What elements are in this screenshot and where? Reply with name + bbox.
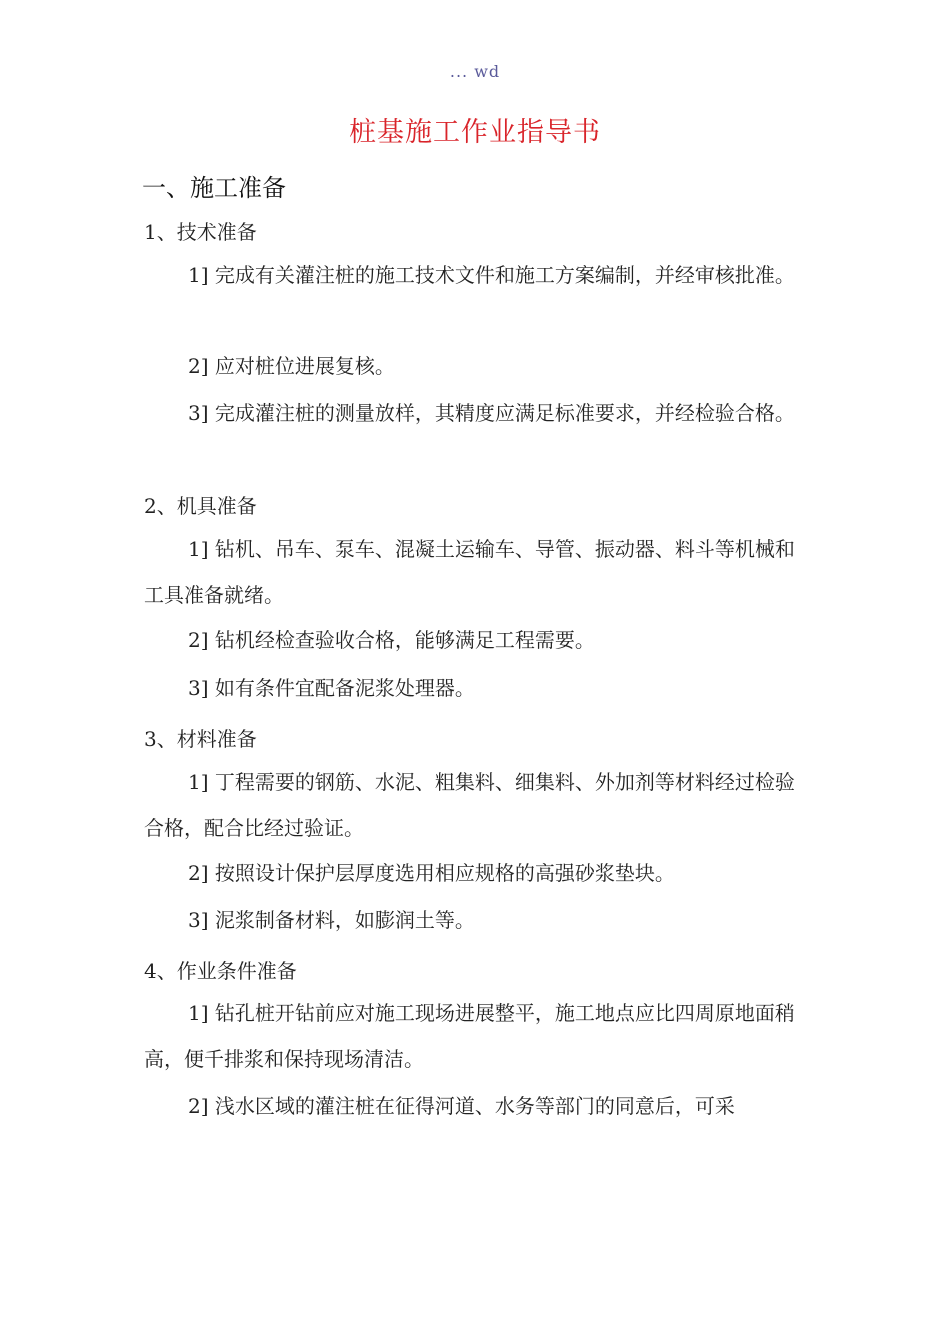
subheading-site-conditions: 4、作业条件准备: [144, 959, 297, 983]
paragraph-material-3: 3] 泥浆制备材料，如膨润土等。: [188, 908, 475, 932]
paragraph-site-1: 1] 钻孔桩开钻前应对施工现场进展整平，施工地点应比四周原地面稍高，便千排浆和保持现场清洁。: [144, 1001, 795, 1071]
document-title: 桩基施工作业指导书: [349, 117, 601, 148]
subheading-material-prep: 3、材料准备: [144, 727, 257, 751]
page-header: ... wd: [449, 62, 501, 81]
paragraph-material-2: 2] 按照设计保护层厚度选用相应规格的高强砂浆垫块。: [188, 861, 675, 885]
subheading-technical-prep: 1、技术准备: [144, 220, 257, 244]
paragraph-equipment-2: 2] 钻机经检查验收合格，能够满足工程需要。: [188, 628, 595, 652]
paragraph-technical-3: 3] 完成灌注桩的测量放样，其精度应满足标准要求，并经检验合格。: [188, 401, 795, 425]
paragraph-site-2: 2] 浅水区域的灌注桩在征得河道、水务等部门的同意后，可采: [188, 1094, 735, 1118]
subheading-equipment-prep: 2、机具准备: [144, 494, 257, 518]
paragraph-technical-2: 2] 应对桩位进展复核。: [188, 354, 395, 378]
paragraph-technical-1: 1] 完成有关灌注桩的施工技术文件和施工方案编制，并经审核批准。: [188, 263, 795, 287]
paragraph-equipment-3: 3] 如有条件宜配备泥浆处理器。: [188, 676, 475, 700]
section-heading-construction-prep: 一、施工准备: [142, 174, 286, 202]
paragraph-equipment-1: 1] 钻机、吊车、泵车、混凝土运输车、导管、振动器、料斗等机械和工具准备就绪。: [144, 537, 795, 607]
paragraph-material-1: 1] 丁程需要的钢筋、水泥、粗集料、细集料、外加剂等材料经过检验合格，配合比经过验证。: [144, 770, 795, 840]
